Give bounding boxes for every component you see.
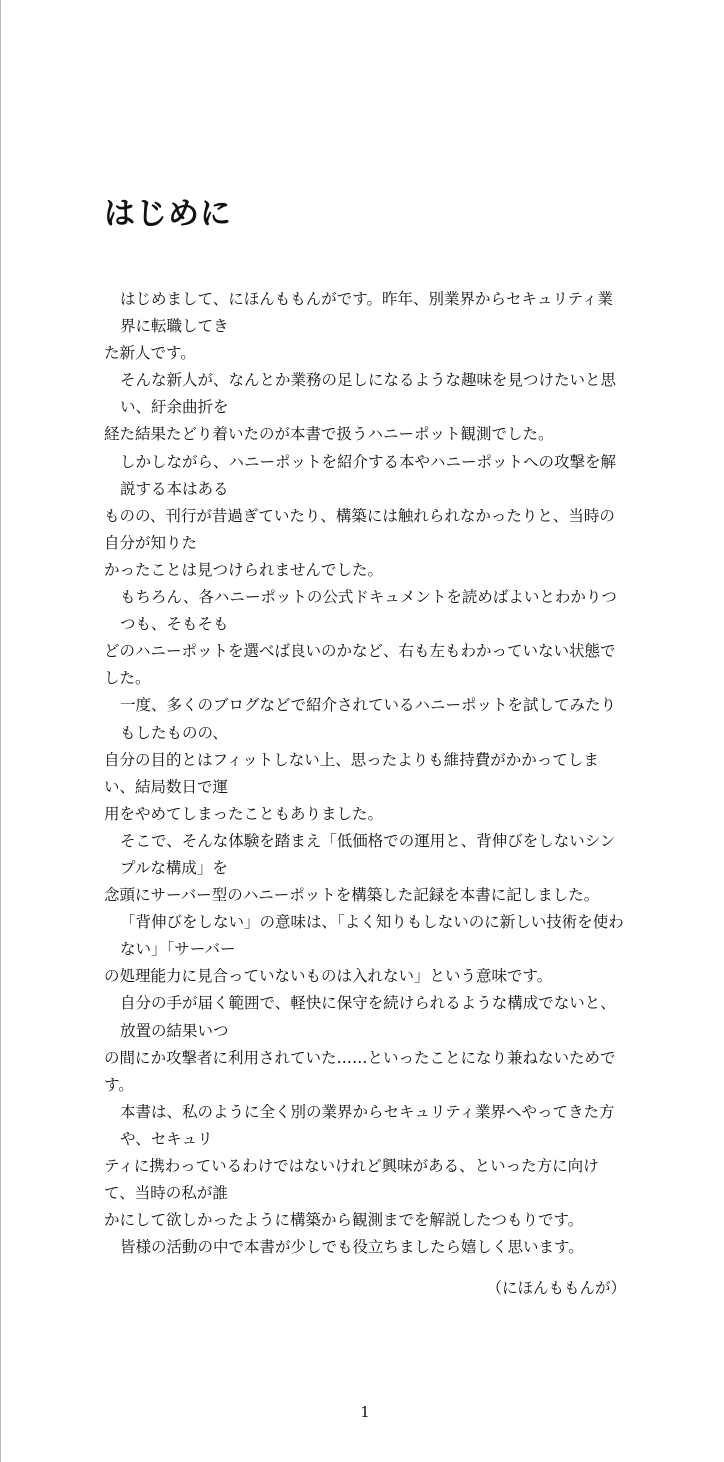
page-title: はじめに	[104, 196, 232, 232]
text-line: 「背伸びをしない」の意味は、「よく知りもしないのに新しい技術を使わない」「サーバー	[120, 913, 624, 959]
paragraph	[104, 828, 626, 909]
text-line: ものの、刊行が昔過ぎていたり、構築には触れられなかったりと、当時の自分が知りた	[104, 506, 615, 552]
paragraph	[104, 1234, 626, 1261]
text-line: 経た結果たどり着いたのが本書で扱うハニーポット観測でした。	[104, 425, 554, 444]
body-text	[104, 286, 626, 1261]
text-line: そこで、そんな体験を踏まえ「低価格での運用と、背伸びをしないシンプルな構成」を	[120, 831, 616, 877]
paragraph	[104, 692, 626, 827]
signature: （にほんももんが）	[486, 1279, 626, 1298]
text-line: 一度、多くのブログなどで紹介されているハニーポットを試してみたりもしたものの、	[120, 696, 617, 742]
text-line: 皆様の活動の中で本書が少しでも役立ちましたら嬉しく思います。	[120, 1238, 584, 1257]
page-edge	[0, 0, 1, 1462]
page-number: 1	[360, 1403, 370, 1422]
text-line: 用をやめてしまったこともありました。	[104, 804, 384, 823]
paragraph	[104, 449, 626, 584]
paragraph	[104, 909, 626, 990]
page-column	[104, 0, 626, 1462]
paragraph	[104, 286, 626, 367]
paragraph	[104, 367, 626, 448]
text-line: 念頭にサーバー型のハニーポットを構築した記録を本書に記しました。	[104, 886, 600, 905]
text-line: 自分の手が届く範囲で、軽快に保守を続けられるような構成でないと、放置の結果いつ	[120, 994, 616, 1040]
text-line: た新人です。	[104, 344, 196, 363]
text-line: しかしながら、ハニーポットを紹介する本やハニーポットへの攻撃を解説する本はある	[120, 452, 617, 498]
text-line: どのハニーポットを選べば良いのかなど、右も左もわかっていない状態でした。	[104, 642, 616, 688]
text-line: もちろん、各ハニーポットの公式ドキュメントを読めばよいとわかりつつも、そもそも	[120, 588, 617, 634]
text-line: かったことは見つけられませんでした。	[104, 560, 384, 579]
text-line: 自分の目的とはフィットしない上、思ったよりも維持費がかかってしまい、結局数日で運	[104, 750, 599, 796]
text-line: かにして欲しかったように構築から観測までを解説したつもりです。	[104, 1211, 584, 1230]
text-line: ティに携わっているわけではないけれど興味がある、といった方に向けて、当時の私が誰	[104, 1157, 599, 1203]
text-line: そんな新人が、なんとか業務の足しになるような趣味を見つけたいと思い、紆余曲折を	[120, 371, 617, 417]
paragraph	[104, 584, 626, 692]
text-line: の間にか攻撃者に利用されていた……といったことになり兼ねないためです。	[104, 1048, 616, 1094]
text-line: はじめまして、にほんももんがです。昨年、別業界からセキュリティ業界に転職してき	[120, 290, 613, 336]
paragraph	[104, 1099, 626, 1234]
text-line: の処理能力に見合っていないものは入れない」という意味です。	[104, 967, 553, 986]
paragraph	[104, 990, 626, 1098]
text-line: 本書は、私のように全く別の業界からセキュリティ業界へやってきた方や、セキュリ	[120, 1102, 615, 1148]
